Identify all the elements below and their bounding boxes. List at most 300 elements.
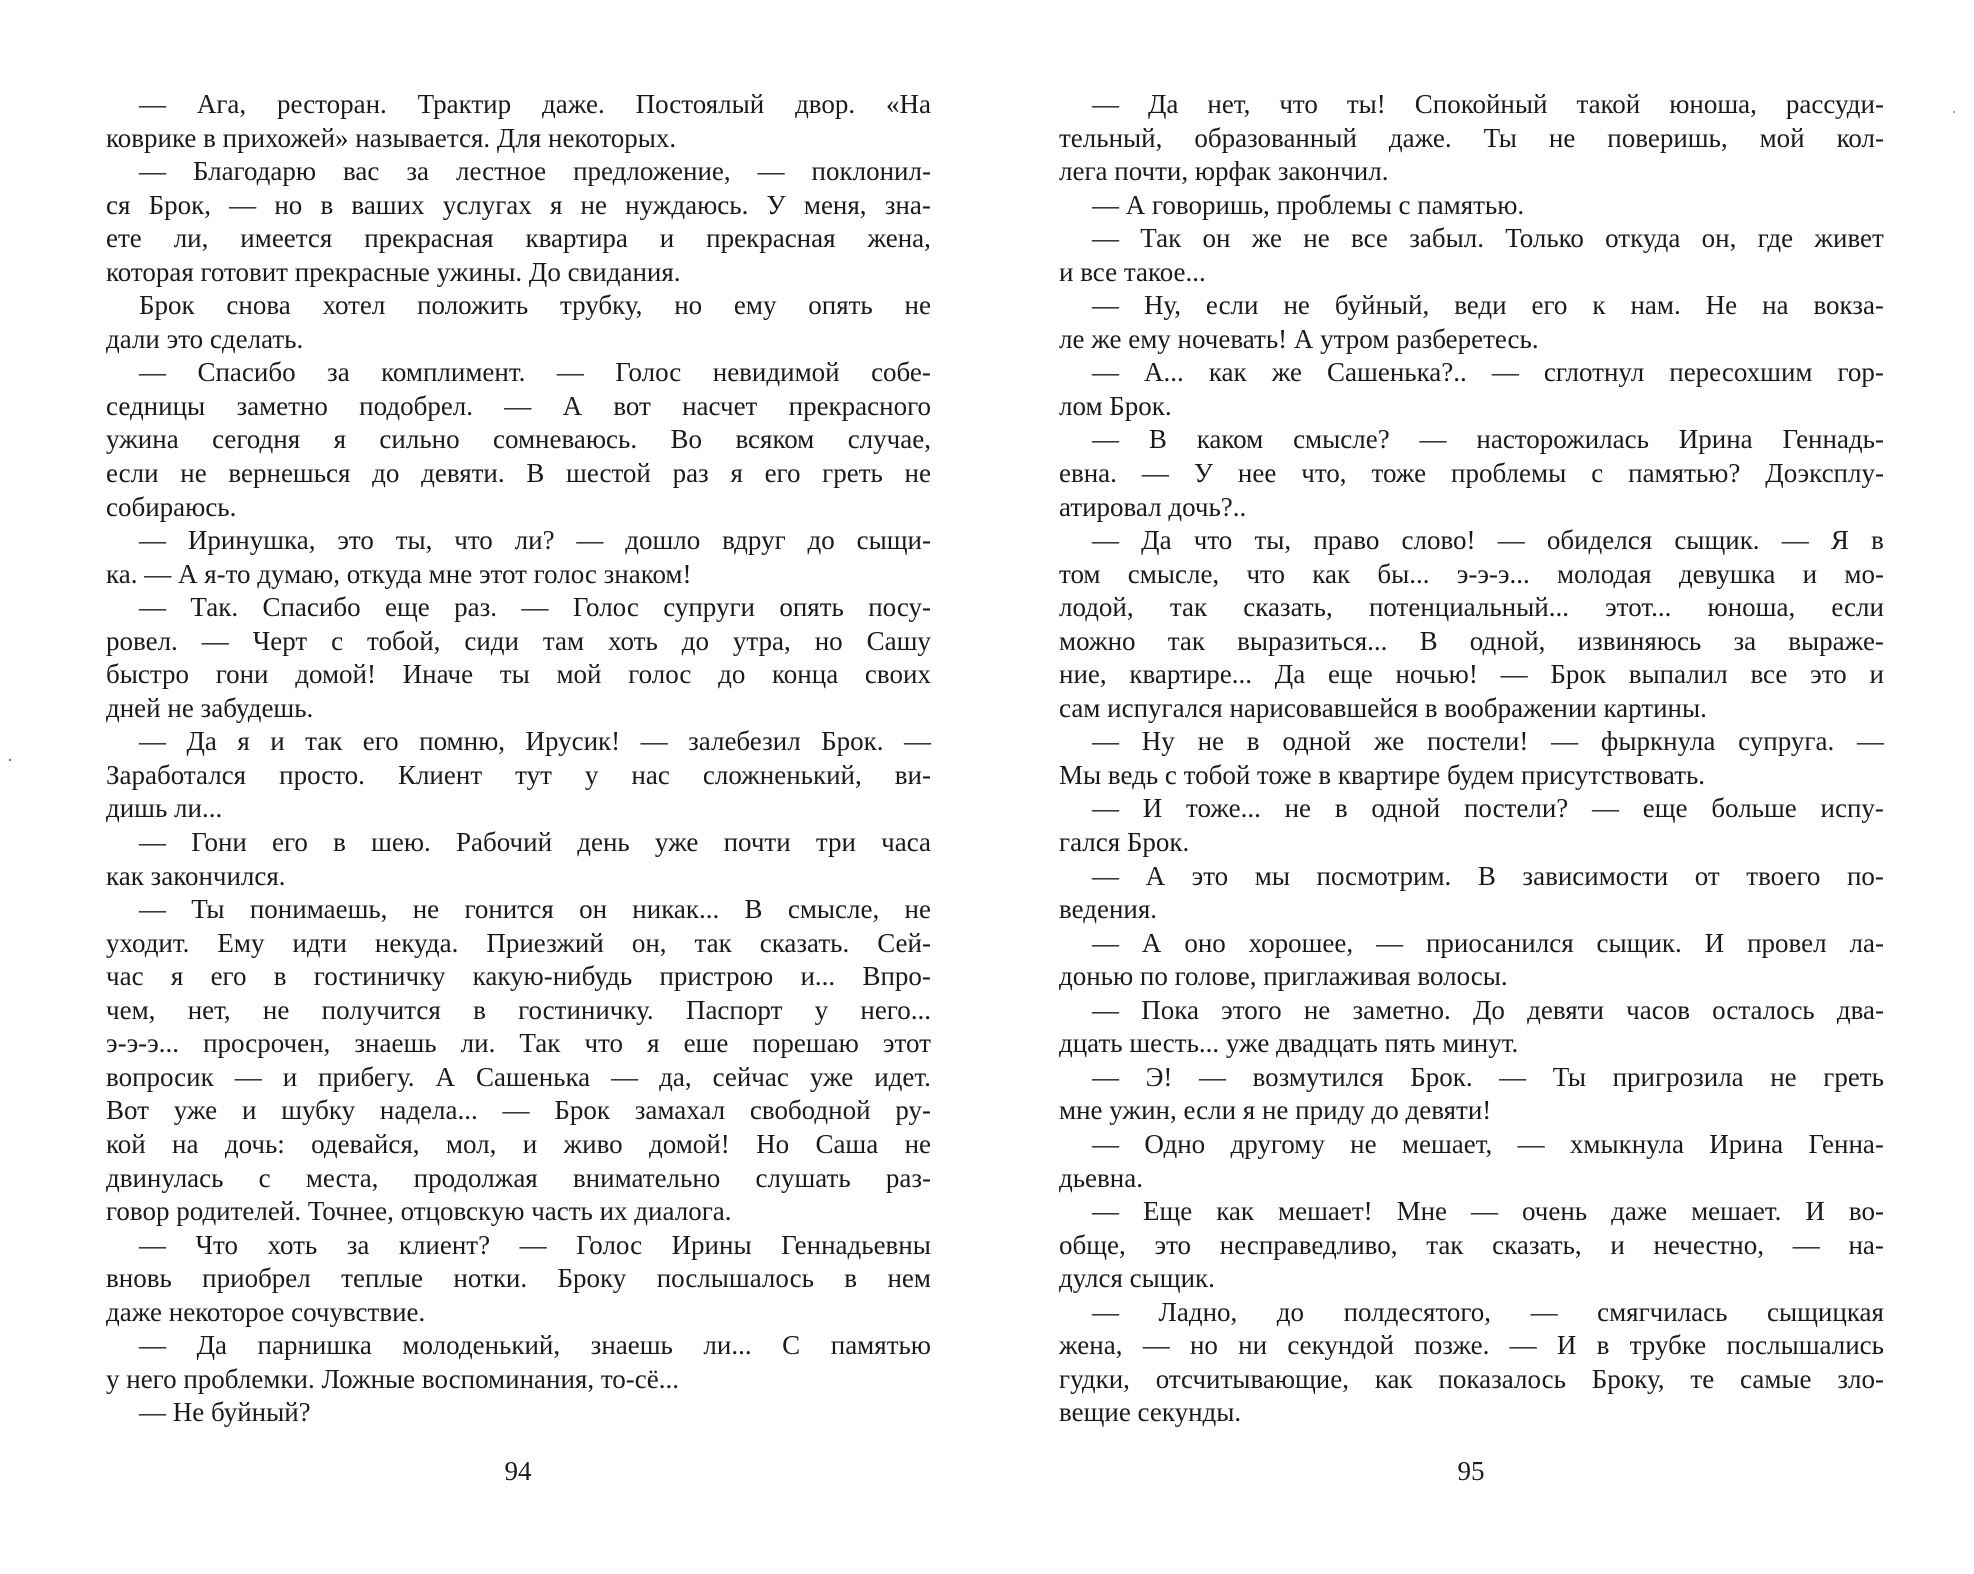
word: как (1216, 1196, 1255, 1227)
word: Трактир (417, 89, 512, 119)
word: до (372, 458, 400, 489)
word: А... (1144, 357, 1184, 388)
word: трубку, (560, 290, 643, 321)
word: невидимой (712, 357, 840, 388)
word: я (647, 1028, 660, 1059)
word: комплимент. (381, 357, 526, 388)
word: греть (822, 458, 883, 489)
word: зна- (884, 189, 931, 220)
word: Я (1830, 525, 1849, 556)
word: Да (1141, 525, 1172, 556)
word: домой! (649, 1128, 730, 1159)
word: супруги (663, 592, 755, 623)
word: голос (628, 659, 692, 690)
word: услугах (442, 189, 532, 220)
word: не (1283, 290, 1310, 321)
word: прекрасная (706, 223, 836, 254)
text-line: атировал дочь?.. (1059, 491, 1247, 522)
word: на (1762, 290, 1789, 321)
word: Мне (1396, 1196, 1448, 1227)
word: же (1373, 726, 1405, 757)
word: почти (723, 827, 791, 858)
word: «На (885, 89, 931, 119)
word: зависимости (1522, 860, 1669, 891)
word: как (1312, 558, 1351, 589)
word: зло- (1837, 1363, 1884, 1394)
word: сглотнул (1543, 357, 1645, 388)
word: А (1145, 860, 1166, 891)
word: хоть (267, 1229, 318, 1260)
word: в (1334, 793, 1348, 824)
word: что, (1301, 458, 1347, 489)
word: — (1092, 994, 1119, 1025)
word: Ирины (671, 1229, 752, 1260)
word: на- (1848, 1229, 1884, 1260)
word: к (1592, 290, 1606, 321)
word: вот (613, 390, 651, 421)
word: и (1802, 558, 1818, 589)
word: Иначе (402, 659, 474, 690)
word: — (556, 357, 584, 388)
word: — (502, 1095, 530, 1126)
word: хоть (608, 625, 658, 656)
word: и (659, 223, 675, 254)
word: Голос (615, 357, 682, 388)
word: твоего (1746, 860, 1821, 891)
word: шею. (371, 827, 431, 858)
word: Спокойный (1414, 89, 1548, 119)
word: приосанился (1425, 927, 1574, 958)
word: Брок. (821, 726, 884, 757)
word: сказать, (1243, 592, 1333, 623)
word: отсчитывающие, (1155, 1363, 1349, 1394)
word: домой! (295, 659, 376, 690)
word: Ирусик! (525, 726, 621, 757)
word: просрочен, (203, 1028, 331, 1059)
word: случае, (847, 424, 931, 455)
word: — (1092, 927, 1119, 958)
word: — (1530, 1296, 1558, 1327)
word: знаешь (590, 1330, 673, 1361)
word: Рабочий (456, 827, 553, 858)
page-number-left: 94 (504, 1456, 532, 1486)
word: Броку, (1591, 1363, 1665, 1394)
word: ты! (1346, 89, 1386, 119)
word: выпалил (1628, 659, 1728, 690)
word: э-э-э... (1456, 558, 1530, 589)
word: сегодня (212, 424, 301, 455)
word: двор. (795, 89, 856, 119)
word: — (1517, 1128, 1545, 1159)
word: квартира (525, 223, 628, 254)
word: его (272, 827, 308, 858)
word: этого (1221, 994, 1282, 1025)
word: опять (779, 592, 844, 623)
word: полдесятого, (1343, 1296, 1492, 1327)
word: за (406, 156, 430, 187)
word: но (814, 625, 843, 656)
word: Да (196, 1330, 227, 1361)
word: проблемы (1451, 458, 1567, 489)
word: молодая (1557, 558, 1652, 589)
word: его (210, 961, 247, 992)
word: самые (1740, 1363, 1812, 1394)
word: не (904, 894, 931, 925)
word: но (1189, 1330, 1218, 1361)
word: у (814, 994, 829, 1025)
word: что (1193, 525, 1233, 556)
word: внимательно (572, 1162, 721, 1193)
word: Геннадьевны (781, 1229, 931, 1260)
word: Геннадь- (1782, 424, 1884, 455)
word: не (1548, 122, 1576, 153)
word: где (1757, 223, 1794, 254)
word: смягчилась (1597, 1296, 1728, 1327)
word: Постоялый (635, 89, 765, 119)
word: те (1690, 1363, 1715, 1394)
word: — (1792, 1229, 1820, 1260)
word: если (1831, 592, 1884, 623)
word: залебезил (688, 726, 801, 757)
word: еще (1642, 793, 1688, 824)
word: свободной (749, 1095, 871, 1126)
word: за (346, 1229, 370, 1260)
word: он (579, 894, 608, 925)
word: В (1419, 625, 1438, 656)
word: и... (800, 961, 836, 992)
word: — (1092, 793, 1119, 824)
text-line: дней не забудешь. (106, 692, 314, 723)
word: послышалось (656, 1263, 814, 1294)
word: Вот (106, 1095, 149, 1126)
word: до (1276, 1296, 1305, 1327)
word: Ладно, (1158, 1296, 1238, 1327)
word: ровел. (106, 625, 178, 656)
word: памятью? (1628, 458, 1741, 489)
word: — (139, 827, 166, 858)
word: Ты (1483, 122, 1517, 153)
word: я (237, 726, 250, 757)
word: шестой (566, 458, 651, 489)
text-line: лега почти, юрфак закончил. (1059, 156, 1389, 187)
word: ли, (173, 223, 209, 254)
word: Э! (1145, 1061, 1173, 1092)
speck (9, 759, 11, 761)
word: уже (173, 1095, 218, 1126)
word: — (1491, 357, 1519, 388)
word: — (1092, 1128, 1119, 1159)
word: позже. (1414, 1330, 1490, 1361)
word: — (1092, 290, 1119, 321)
word: ты, (395, 525, 433, 556)
word: рассуди- (1785, 89, 1884, 119)
word: мой (556, 659, 602, 690)
word: Одно (1144, 1128, 1206, 1159)
word: седницы (106, 390, 206, 421)
word: тоже (1371, 458, 1427, 489)
word: постели! (1427, 726, 1529, 757)
word: — (1592, 793, 1620, 824)
word: Сашу (866, 625, 931, 656)
word: не (412, 894, 440, 925)
word: Черт (252, 625, 308, 656)
word: — (904, 726, 931, 757)
word: — (1856, 726, 1884, 757)
word: идет. (874, 1061, 931, 1092)
speck (1953, 111, 1955, 113)
word: на (172, 1128, 199, 1159)
word: в (333, 827, 346, 858)
word: веди (1454, 290, 1507, 321)
text-line: Мы ведь с тобой тоже в квартире будем присутствовать. (1059, 759, 1706, 790)
word: и (1869, 659, 1884, 690)
text-line: гался Брок. (1059, 827, 1190, 858)
word: в (320, 189, 334, 220)
word: нам. (1630, 290, 1681, 321)
word: не (1284, 793, 1312, 824)
word: ся (106, 189, 131, 220)
word: еще (384, 592, 430, 623)
word: ему (733, 290, 777, 321)
word: в (473, 994, 486, 1025)
word: сомневаюсь. (493, 424, 638, 455)
word: не (1350, 1128, 1377, 1159)
word: никак... (632, 894, 720, 925)
word: некуда. (374, 927, 459, 958)
word: Что (195, 1229, 238, 1260)
word: ночью! (1395, 659, 1478, 690)
word: насчет (682, 390, 758, 421)
word: клиент? (398, 1229, 491, 1260)
word: греть (1823, 1061, 1884, 1092)
word: мы (1254, 860, 1290, 891)
word: не (1303, 994, 1331, 1025)
word: Впро- (862, 961, 931, 992)
word: часов (1626, 994, 1690, 1025)
word: — (1499, 1061, 1527, 1092)
word: Спасибо (262, 592, 361, 623)
word: э-э-э... (106, 1028, 179, 1059)
word: Брок, (148, 189, 211, 220)
word: чем, (106, 994, 156, 1025)
word: утра, (732, 625, 791, 656)
word: еще (1327, 659, 1373, 690)
text-line: дцать шесть... уже двадцать пять минут. (1059, 1028, 1519, 1059)
text-line: коврике в прихожей» называется. Для некоторых. (106, 122, 677, 153)
word: — (1497, 525, 1525, 556)
word: — (1092, 1196, 1119, 1227)
word: гостиничку (313, 961, 446, 992)
word: сыщик. (1596, 927, 1682, 958)
word: смысле, (787, 894, 880, 925)
word: другому (1230, 1128, 1325, 1159)
word: ни (1238, 1330, 1268, 1361)
word: так (1169, 592, 1208, 623)
word: тоже... (1186, 793, 1261, 824)
text-line: дали это сделать. (106, 323, 304, 354)
word: Доэксплу- (1765, 458, 1884, 489)
word: фыркнула (1600, 726, 1716, 757)
word: хотел (322, 290, 386, 321)
word: послышались (1726, 1330, 1884, 1361)
word: порешаю (752, 1028, 859, 1059)
word: я (730, 458, 743, 489)
word: я (333, 424, 346, 455)
word: и (282, 1061, 298, 1092)
word: я (170, 961, 184, 992)
word: опять (808, 290, 873, 321)
word: приобрел (202, 1263, 311, 1294)
word: потенциальный... (1368, 592, 1569, 623)
word: и (241, 1095, 257, 1126)
word: вновь (106, 1263, 172, 1294)
word: том (1059, 558, 1101, 589)
word: Сашенька?.. (1327, 357, 1467, 388)
word: Брок. (1410, 1061, 1473, 1092)
word: его (362, 726, 399, 757)
word: помню, (419, 726, 506, 757)
word: Заработался (106, 759, 247, 790)
word: хорошее, (1248, 927, 1354, 958)
word: но (674, 290, 703, 321)
word: нас (631, 759, 670, 790)
word: — (1092, 1296, 1119, 1327)
word: Ну, (1143, 290, 1181, 321)
word: гудки, (1059, 1363, 1130, 1394)
word: постели? (1463, 793, 1569, 824)
word: до (718, 659, 746, 690)
word: ваших (351, 189, 425, 220)
word: и (270, 726, 285, 757)
word: сложненький, (702, 759, 862, 790)
word: — (139, 357, 166, 388)
word: не (1770, 1061, 1797, 1092)
word: тут (515, 759, 552, 790)
page-number-right: 95 (1457, 1456, 1485, 1486)
word: — (640, 726, 668, 757)
word: хмыкнула (1569, 1128, 1684, 1159)
word: прибегу. (318, 1061, 415, 1092)
word: что (1279, 89, 1318, 119)
word: одной, (1469, 625, 1546, 656)
word: У (766, 189, 786, 220)
word: этот (882, 1028, 931, 1059)
word: от (1694, 860, 1720, 891)
word: даже. (1388, 122, 1452, 153)
word: дочь: (224, 1128, 285, 1159)
word: мешает. (1691, 1196, 1782, 1227)
word: подобрел. (359, 390, 474, 421)
word: одной (1371, 793, 1441, 824)
word: одевайся, (311, 1128, 420, 1159)
word: Ирина (1709, 1128, 1784, 1159)
word: и (1610, 1229, 1625, 1260)
word: Спасибо (197, 357, 296, 388)
word: ла- (1849, 927, 1884, 958)
word: образованный (1194, 122, 1357, 153)
word: одной (1282, 726, 1352, 757)
word: я (549, 189, 563, 220)
word: Ну (1141, 726, 1175, 757)
text-line: даже некоторое сочувствие. (106, 1296, 426, 1327)
text-line: дишь ли... (106, 793, 223, 824)
word: какую-нибудь (472, 961, 633, 992)
word: — (201, 625, 229, 656)
word: секундой (1287, 1330, 1394, 1361)
word: можно (1059, 625, 1136, 656)
word: обще, (1059, 1229, 1126, 1260)
word: вас (343, 156, 380, 187)
word: знаешь (354, 1028, 437, 1059)
word: все (1351, 223, 1388, 254)
word: до (681, 625, 709, 656)
word: лестное (455, 156, 547, 187)
word: конца (772, 659, 839, 690)
word: каком (1196, 424, 1264, 455)
word: даже. (542, 89, 605, 119)
word: снова (226, 290, 291, 321)
word: не (580, 189, 607, 220)
text-line: собираюсь. (106, 491, 237, 522)
word: по- (1846, 860, 1884, 891)
word: смысле, (1127, 558, 1220, 589)
word: понимаешь, (249, 894, 388, 925)
word: заметно (236, 390, 328, 421)
word: сиди (464, 625, 519, 656)
word: он, (631, 927, 667, 958)
word: раз- (885, 1162, 931, 1193)
word: что (1246, 558, 1285, 589)
word: квартире... (1129, 659, 1253, 690)
word: гони (215, 659, 269, 690)
word: даже (1611, 1196, 1668, 1227)
word: До (1472, 994, 1505, 1025)
word: не (262, 994, 290, 1025)
word: уже (809, 1061, 854, 1092)
word: И (1704, 927, 1725, 958)
word: там (542, 625, 585, 656)
word: слово! (1401, 525, 1476, 556)
word: — (504, 390, 532, 421)
text-line: вещие секунды. (1059, 1397, 1242, 1428)
word: Сей- (877, 927, 931, 958)
word: же (1271, 357, 1302, 388)
word: больше (1711, 793, 1797, 824)
text-line: лом Брок. (1059, 390, 1172, 421)
word: часа (881, 827, 931, 858)
word: быстро (106, 659, 189, 690)
word: оно (1184, 927, 1226, 958)
word: и (522, 1128, 538, 1159)
word: пригрозила (1612, 1061, 1744, 1092)
word: в (1871, 525, 1884, 556)
word: идти (292, 927, 347, 958)
word: Но (756, 1128, 790, 1159)
word: это (1810, 659, 1847, 690)
word: Голос (572, 592, 639, 623)
word: вдруг (722, 525, 786, 556)
word: Гони (191, 827, 247, 858)
word: посмотрим. (1316, 860, 1452, 891)
word: что (584, 1028, 623, 1059)
word: супруга. (1738, 726, 1835, 757)
word: нет, (1207, 89, 1251, 119)
word: продолжая (413, 1162, 538, 1193)
word: сильно (379, 424, 460, 455)
word: В (1477, 860, 1496, 891)
word: право (1313, 525, 1380, 556)
word: час (106, 961, 144, 992)
